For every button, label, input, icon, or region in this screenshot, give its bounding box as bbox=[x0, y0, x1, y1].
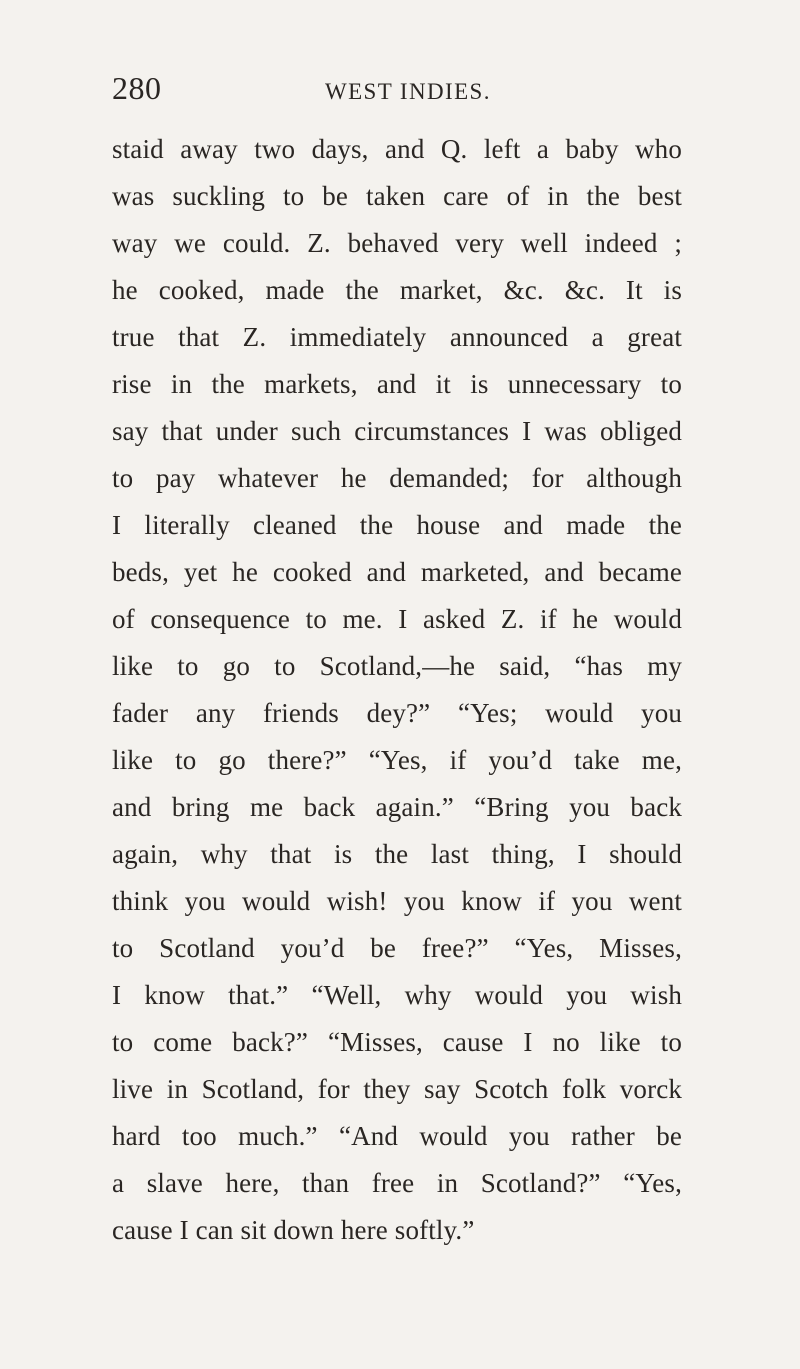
text-line: like to go to Scotland,—he said, “has my bbox=[112, 651, 682, 681]
text-line: I literally cleaned the house and made the bbox=[112, 510, 682, 540]
text-line: hard too much.” “And would you rather be bbox=[112, 1121, 682, 1151]
text-line: true that Z. immediately announced a great bbox=[112, 322, 682, 352]
text-line: way we could. Z. behaved very well indeed ; bbox=[112, 228, 682, 258]
text-line: was suckling to be taken care of in the best bbox=[112, 181, 682, 211]
text-line: say that under such circumstances I was obliged bbox=[112, 416, 682, 446]
text-line: I know that.” “Well, why would you wish bbox=[112, 980, 682, 1010]
text-line: and bring me back again.” “Bring you back bbox=[112, 792, 682, 822]
text-line: he cooked, made the market, &c. &c. It is bbox=[112, 275, 682, 305]
text-line: to come back?” “Misses, cause I no like to bbox=[112, 1027, 682, 1057]
text-line: to Scotland you’d be free?” “Yes, Misses, bbox=[112, 933, 682, 963]
body-text bbox=[112, 126, 682, 1254]
text-line: staid away two days, and Q. left a baby who bbox=[112, 134, 682, 164]
page-number: 280 bbox=[112, 70, 162, 106]
text-line: fader any friends dey?” “Yes; would you bbox=[112, 698, 682, 728]
text-line: a slave here, than free in Scotland?” “Yes, bbox=[112, 1168, 682, 1198]
running-head: WEST INDIES. bbox=[325, 79, 491, 104]
text-line: to pay whatever he demanded; for although bbox=[112, 463, 682, 493]
text-line: beds, yet he cooked and marketed, and became bbox=[112, 557, 682, 587]
text-line: rise in the markets, and it is unnecessary to bbox=[112, 369, 682, 399]
text-line: cause I can sit down here softly.” bbox=[112, 1215, 475, 1245]
text-line: think you would wish! you know if you went bbox=[112, 886, 682, 916]
text-line: live in Scotland, for they say Scotch folk vorck bbox=[112, 1074, 682, 1104]
text-line: like to go there?” “Yes, if you’d take me, bbox=[112, 745, 682, 775]
text-line: of consequence to me. I asked Z. if he would bbox=[112, 604, 682, 634]
text-line: again, why that is the last thing, I should bbox=[112, 839, 682, 869]
